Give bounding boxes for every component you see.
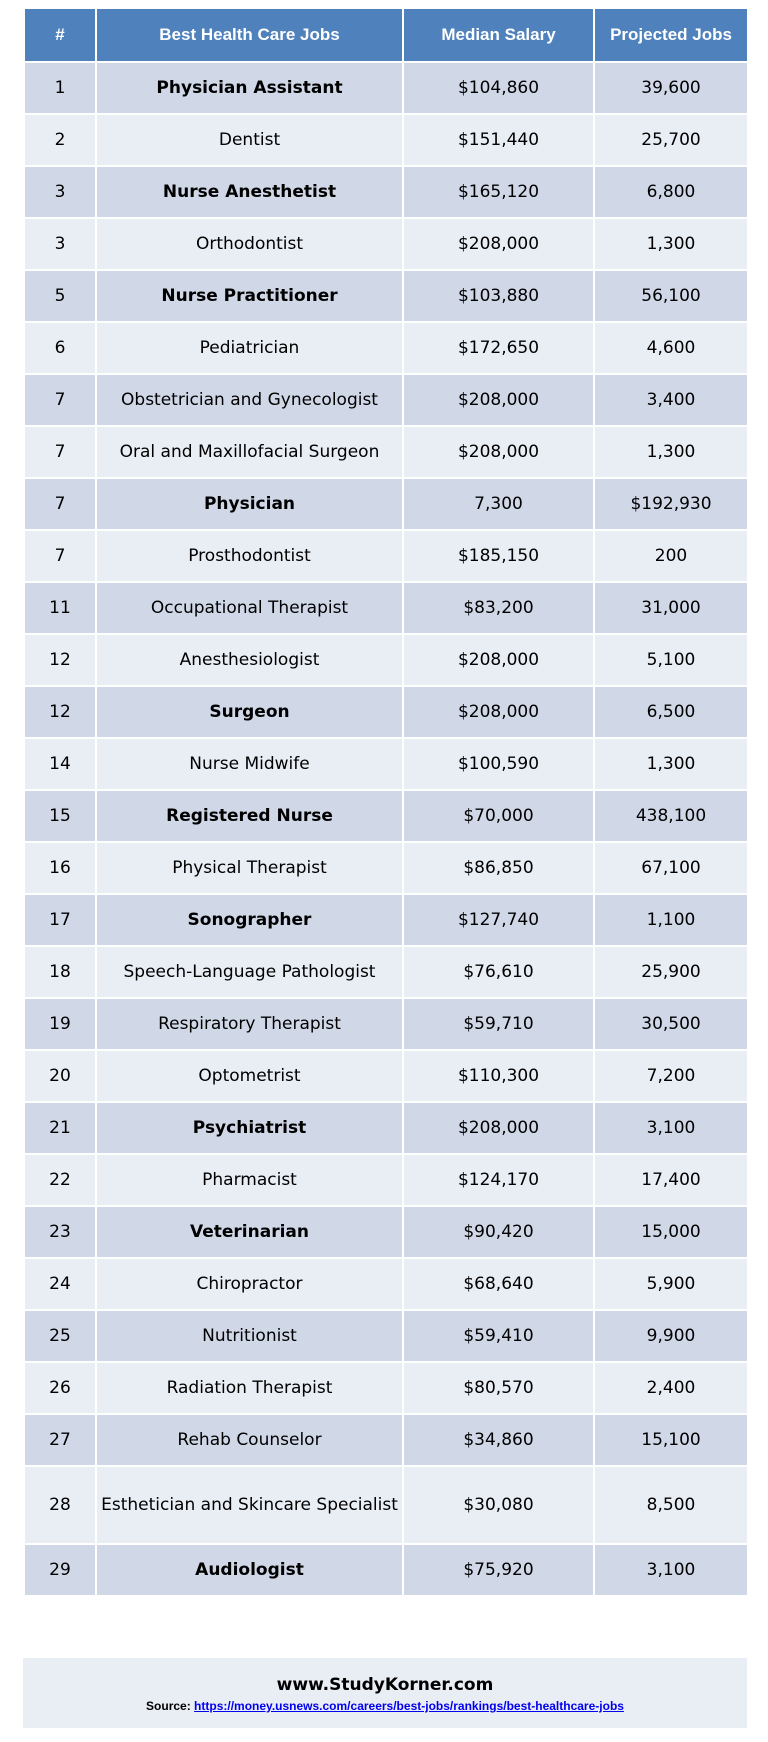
job-title-cell: Respiratory Therapist xyxy=(96,998,403,1050)
median-salary-cell: $124,170 xyxy=(403,1154,594,1206)
median-salary-cell: $208,000 xyxy=(403,374,594,426)
header-job: Best Health Care Jobs xyxy=(96,8,403,62)
job-title-cell: Orthodontist xyxy=(96,218,403,270)
median-salary-cell: $30,080 xyxy=(403,1466,594,1544)
median-salary-cell: $208,000 xyxy=(403,1102,594,1154)
table-row xyxy=(24,998,748,1050)
job-title-cell: Veterinarian xyxy=(96,1206,403,1258)
rank-cell: 23 xyxy=(24,1206,96,1258)
table-row xyxy=(24,634,748,686)
median-salary-cell: $208,000 xyxy=(403,634,594,686)
median-salary-cell: $70,000 xyxy=(403,790,594,842)
projected-jobs-cell: 7,200 xyxy=(594,1050,748,1102)
median-salary-cell: $75,920 xyxy=(403,1544,594,1596)
table-row xyxy=(24,374,748,426)
median-salary-cell: $172,650 xyxy=(403,322,594,374)
job-title-cell: Pediatrician xyxy=(96,322,403,374)
table-row xyxy=(24,1310,748,1362)
rank-cell: 7 xyxy=(24,426,96,478)
job-title-cell: Dentist xyxy=(96,114,403,166)
table-row xyxy=(24,218,748,270)
median-salary-cell: $151,440 xyxy=(403,114,594,166)
projected-jobs-cell: 25,900 xyxy=(594,946,748,998)
median-salary-cell: $80,570 xyxy=(403,1362,594,1414)
table-row xyxy=(24,1466,748,1544)
median-salary-cell: $165,120 xyxy=(403,166,594,218)
table-row xyxy=(24,270,748,322)
rank-cell: 12 xyxy=(24,634,96,686)
projected-jobs-cell: 3,100 xyxy=(594,1102,748,1154)
table-row xyxy=(24,582,748,634)
median-salary-cell: $208,000 xyxy=(403,218,594,270)
job-title-cell: Sonographer xyxy=(96,894,403,946)
job-title-cell: Occupational Therapist xyxy=(96,582,403,634)
median-salary-cell: $59,710 xyxy=(403,998,594,1050)
rank-cell: 3 xyxy=(24,166,96,218)
job-title-cell: Physical Therapist xyxy=(96,842,403,894)
best-health-care-jobs-table xyxy=(23,7,749,1597)
rank-cell: 25 xyxy=(24,1310,96,1362)
median-salary-cell: $90,420 xyxy=(403,1206,594,1258)
table-row xyxy=(24,62,748,114)
header-rank: # xyxy=(24,8,96,62)
rank-cell: 24 xyxy=(24,1258,96,1310)
table-header xyxy=(24,8,748,62)
rank-cell: 2 xyxy=(24,114,96,166)
projected-jobs-cell: 56,100 xyxy=(594,270,748,322)
rank-cell: 5 xyxy=(24,270,96,322)
table-row xyxy=(24,946,748,998)
table-row xyxy=(24,738,748,790)
projected-jobs-cell: 5,900 xyxy=(594,1258,748,1310)
table-row xyxy=(24,478,748,530)
median-salary-cell: $104,860 xyxy=(403,62,594,114)
table-body xyxy=(24,62,748,1596)
job-title-cell: Prosthodontist xyxy=(96,530,403,582)
median-salary-cell: $100,590 xyxy=(403,738,594,790)
projected-jobs-cell: 438,100 xyxy=(594,790,748,842)
rank-cell: 1 xyxy=(24,62,96,114)
table-row xyxy=(24,894,748,946)
job-title-cell: Radiation Therapist xyxy=(96,1362,403,1414)
median-salary-cell: $110,300 xyxy=(403,1050,594,1102)
job-title-cell: Audiologist xyxy=(96,1544,403,1596)
rank-cell: 22 xyxy=(24,1154,96,1206)
job-title-cell: Nutritionist xyxy=(96,1310,403,1362)
footer xyxy=(23,1658,747,1728)
source-link[interactable]: https://money.usnews.com/careers/best-jobs/rankings/best-healthcare-jobs xyxy=(194,1699,624,1713)
rank-cell: 16 xyxy=(24,842,96,894)
rank-cell: 17 xyxy=(24,894,96,946)
projected-jobs-cell: 17,400 xyxy=(594,1154,748,1206)
table-row xyxy=(24,426,748,478)
job-title-cell: Surgeon xyxy=(96,686,403,738)
median-salary-cell: $103,880 xyxy=(403,270,594,322)
median-salary-cell: $68,640 xyxy=(403,1258,594,1310)
projected-jobs-cell: 31,000 xyxy=(594,582,748,634)
table-row xyxy=(24,1206,748,1258)
header-projected-jobs: Projected Jobs xyxy=(594,8,748,62)
rank-cell: 20 xyxy=(24,1050,96,1102)
rank-cell: 14 xyxy=(24,738,96,790)
rank-cell: 3 xyxy=(24,218,96,270)
median-salary-cell: $76,610 xyxy=(403,946,594,998)
table-row xyxy=(24,1414,748,1466)
source-line xyxy=(23,1699,747,1713)
projected-jobs-cell: 5,100 xyxy=(594,634,748,686)
table-row xyxy=(24,790,748,842)
job-title-cell: Nurse Midwife xyxy=(96,738,403,790)
median-salary-cell: $208,000 xyxy=(403,426,594,478)
job-title-cell: Psychiatrist xyxy=(96,1102,403,1154)
job-title-cell: Nurse Practitioner xyxy=(96,270,403,322)
job-title-cell: Registered Nurse xyxy=(96,790,403,842)
projected-jobs-cell: 3,400 xyxy=(594,374,748,426)
projected-jobs-cell: 25,700 xyxy=(594,114,748,166)
table-row xyxy=(24,1050,748,1102)
projected-jobs-cell: 2,400 xyxy=(594,1362,748,1414)
table-row xyxy=(24,842,748,894)
rank-cell: 19 xyxy=(24,998,96,1050)
projected-jobs-cell: 30,500 xyxy=(594,998,748,1050)
projected-jobs-cell: 15,000 xyxy=(594,1206,748,1258)
job-title-cell: Obstetrician and Gynecologist xyxy=(96,374,403,426)
table-row xyxy=(24,322,748,374)
rank-cell: 7 xyxy=(24,530,96,582)
projected-jobs-cell: 6,500 xyxy=(594,686,748,738)
rank-cell: 15 xyxy=(24,790,96,842)
rank-cell: 7 xyxy=(24,374,96,426)
job-title-cell: Pharmacist xyxy=(96,1154,403,1206)
median-salary-cell: $185,150 xyxy=(403,530,594,582)
table-row xyxy=(24,1544,748,1596)
rank-cell: 6 xyxy=(24,322,96,374)
projected-jobs-cell: 1,300 xyxy=(594,218,748,270)
median-salary-cell: $86,850 xyxy=(403,842,594,894)
table-row xyxy=(24,1258,748,1310)
table-row xyxy=(24,530,748,582)
rank-cell: 28 xyxy=(24,1466,96,1544)
projected-jobs-cell: 39,600 xyxy=(594,62,748,114)
rank-cell: 29 xyxy=(24,1544,96,1596)
header-median-salary: Median Salary xyxy=(403,8,594,62)
table-row xyxy=(24,114,748,166)
job-title-cell: Nurse Anesthetist xyxy=(96,166,403,218)
projected-jobs-cell: 15,100 xyxy=(594,1414,748,1466)
projected-jobs-cell: 8,500 xyxy=(594,1466,748,1544)
rank-cell: 7 xyxy=(24,478,96,530)
projected-jobs-cell: 6,800 xyxy=(594,166,748,218)
projected-jobs-cell: 3,100 xyxy=(594,1544,748,1596)
job-title-cell: Oral and Maxillofacial Surgeon xyxy=(96,426,403,478)
table-row xyxy=(24,166,748,218)
table-row xyxy=(24,1154,748,1206)
job-title-cell: Esthetician and Skincare Specialist xyxy=(96,1466,403,1544)
source-label: Source: xyxy=(146,1699,195,1713)
job-title-cell: Chiropractor xyxy=(96,1258,403,1310)
rank-cell: 21 xyxy=(24,1102,96,1154)
projected-jobs-cell: 1,300 xyxy=(594,426,748,478)
rank-cell: 12 xyxy=(24,686,96,738)
projected-jobs-cell: $192,930 xyxy=(594,478,748,530)
projected-jobs-cell: 4,600 xyxy=(594,322,748,374)
median-salary-cell: $127,740 xyxy=(403,894,594,946)
median-salary-cell: $208,000 xyxy=(403,686,594,738)
job-title-cell: Speech-Language Pathologist xyxy=(96,946,403,998)
median-salary-cell: $34,860 xyxy=(403,1414,594,1466)
rank-cell: 18 xyxy=(24,946,96,998)
header-row xyxy=(24,8,748,62)
median-salary-cell: 7,300 xyxy=(403,478,594,530)
rank-cell: 26 xyxy=(24,1362,96,1414)
site-name: www.StudyKorner.com xyxy=(276,1675,494,1695)
table-row xyxy=(24,1102,748,1154)
job-title-cell: Anesthesiologist xyxy=(96,634,403,686)
job-title-cell: Physician xyxy=(96,478,403,530)
job-title-cell: Optometrist xyxy=(96,1050,403,1102)
projected-jobs-cell: 1,300 xyxy=(594,738,748,790)
projected-jobs-cell: 1,100 xyxy=(594,894,748,946)
job-title-cell: Rehab Counselor xyxy=(96,1414,403,1466)
table-row xyxy=(24,1362,748,1414)
rank-cell: 11 xyxy=(24,582,96,634)
median-salary-cell: $59,410 xyxy=(403,1310,594,1362)
projected-jobs-cell: 200 xyxy=(594,530,748,582)
rank-cell: 27 xyxy=(24,1414,96,1466)
job-title-cell: Physician Assistant xyxy=(96,62,403,114)
projected-jobs-cell: 67,100 xyxy=(594,842,748,894)
projected-jobs-cell: 9,900 xyxy=(594,1310,748,1362)
table-row xyxy=(24,686,748,738)
jobs-table-container xyxy=(23,7,747,1597)
median-salary-cell: $83,200 xyxy=(403,582,594,634)
